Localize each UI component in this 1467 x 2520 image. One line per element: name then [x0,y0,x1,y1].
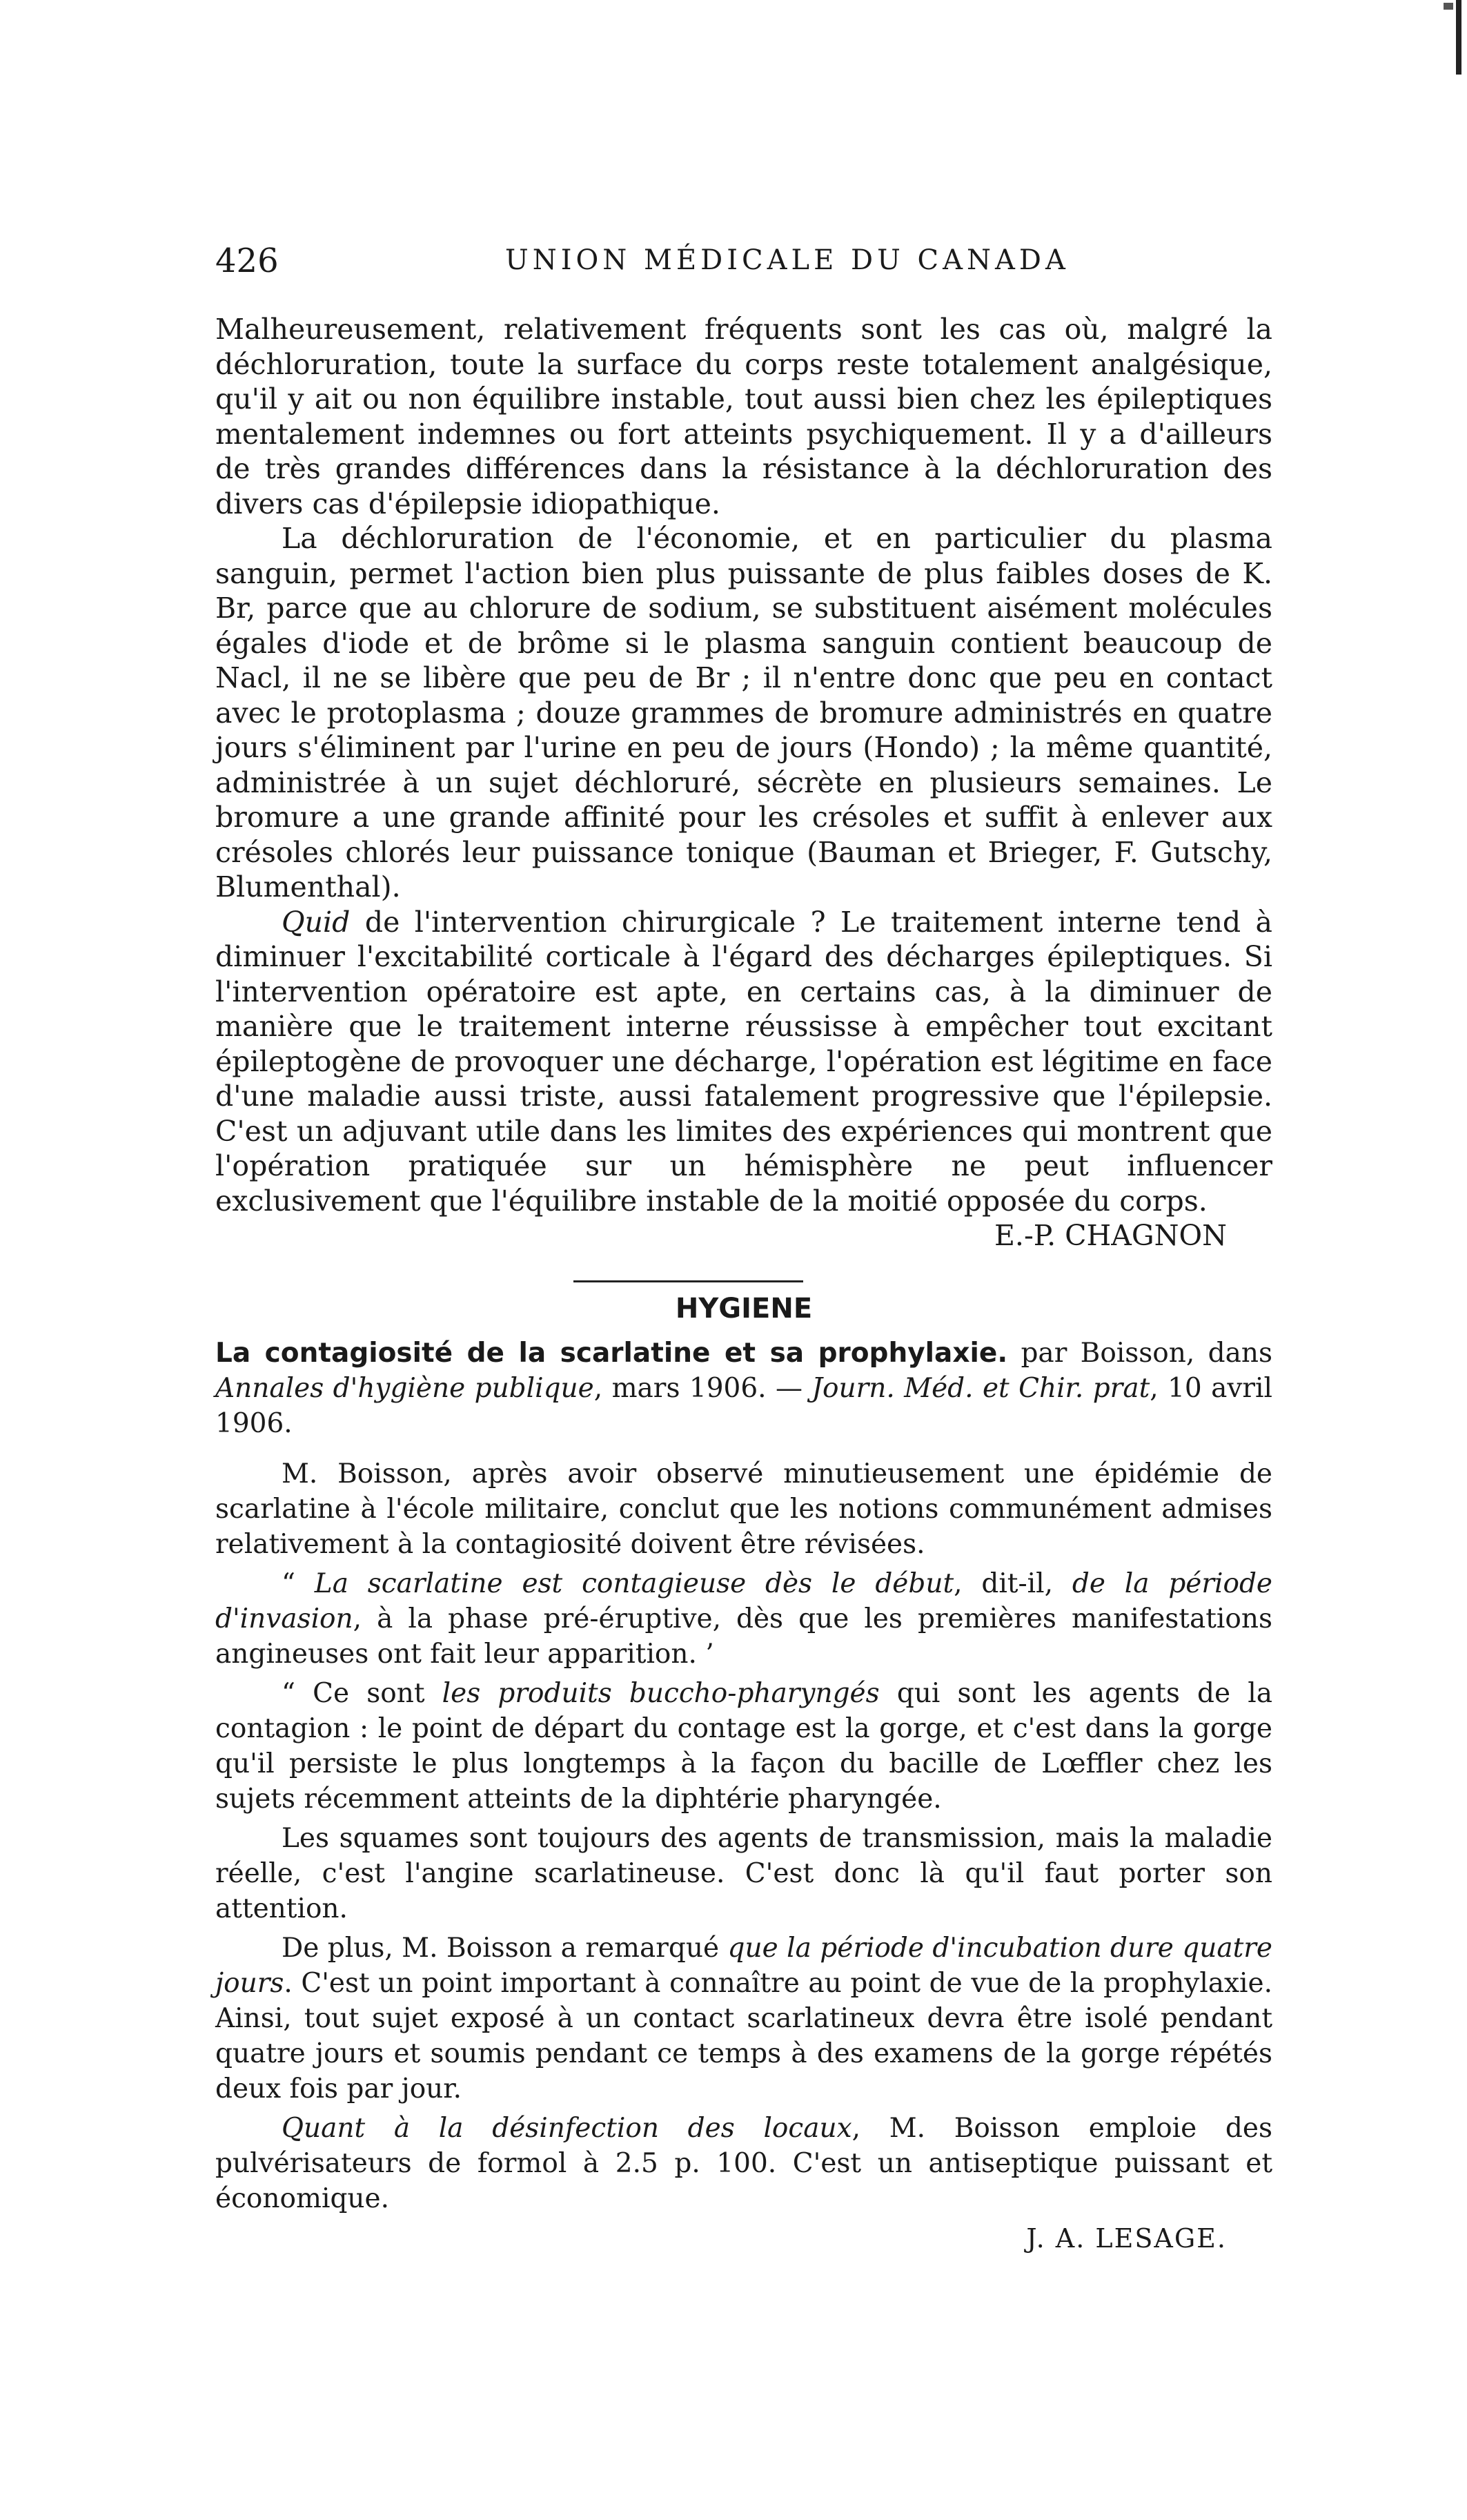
section-title: HYGIENE [675,1293,813,1325]
citation-part-c: , 10 avril 1906. [215,1373,1272,1439]
hygiene-paragraph-4: Les squames sont toujours des agents de transmission, mais la maladie réelle, c'est l'angine scarlatineuse. C'est donc là qu'il faut porter son attention. [215,1823,1272,1924]
paragraph-3-text: de l'intervention chirurgicale ? Le traitement interne tend à diminuer l'excitabilité corticale à l'égard des décharges épileptiques. Si l'intervention opératoire est apte, en certains cas, à la diminuer de manière que le traitement interne réussisse à empêcher tout excitant épileptogène de provoquer une décharge, l'opération est légitime en face d'une maladie aussi triste, aussi fatalement progressive que l'épilepsie. C'est un adjuvant utile dans les limites des expériences qui montrent que l'opération pratiquée sur un hémisphère ne peut influencer exclusivement que l'équilibre instable de la moitié opposée du corps. [215,905,1272,1218]
article-continuation [215,312,1272,1253]
hygiene-italic-5: que la période d'incubation dure quatre jours [215,1933,1273,1999]
hygiene-italic-2: de la période d'invasion [215,1568,1273,1634]
citation-part-b: , mars 1906. — [593,1373,812,1404]
paragraph-2: La déchloruration de l'économie, et en particulier du plasma sanguin, permet l'action bien plus puissante de plus faibles doses de K. Br, parce que au chlorure de sodium, se substituent aisément molécules égales d'iode et de brôme si le plasma sanguin contient beaucoup de Nacl, il ne se libère que peu de Br ; il n'entre donc que peu en contact avec le protoplasma ; douze grammes de bromure administrés en quatre jours s'éliminent par l'urine en peu de jours (Hondo) ; la même quantité, administrée à un sujet déchloruré, sécrète en plusieurs semaines. Le bromure a une grande affinité pour les crésoles et suffit à enlever aux crésoles chlorés leur puissance tonique (Bauman et Brieger, F. Gutschy, Blumenthal). [215,522,1272,904]
hygiene-paragraph-6 [215,2111,1272,2216]
hygiene-italic-3: les produits buccho-pharyngés [442,1678,880,1709]
page-number: 426 [215,242,279,280]
quote-open: “ [282,1568,315,1599]
signature-chagnon: E.-P. CHAGNON [994,1219,1227,1252]
hygiene-text-3: “ Ce sont [282,1678,442,1709]
scan-edge-mark [1380,0,1467,76]
hygiene-text-2: , à la phase pré-éruptive, dès que les premières manifestations angineuses ont fait leur apparition. ’ [215,1603,1272,1670]
hygiene-text-4: qui sont les agents de la contagion : le point de départ du contage est la gorge, et c'est dans la gorge qu'il persiste le plus longtemps à la façon du bacille de Lœffler chez les sujets récemment atteints de la diphtérie pharyngée. [215,1678,1272,1815]
hygiene-paragraph-5 [215,1931,1272,2107]
hygiene-paragraph-3 [215,1676,1272,1817]
hygiene-paragraph-1: M. Boisson, après avoir observé minutieusement une épidémie de scarlatine à l'école militaire, conclut que les notions communément admises relativement à la contagiosité doivent être révisées. [215,1458,1272,1560]
paragraph-1: Malheureusement, relativement fréquents sont les cas où, malgré la déchloruration, toute la surface du corps reste totalement analgésique, qu'il y ait ou non équilibre instable, tout aussi bien chez les épileptiques mentalement indemnes ou fort atteints psychiquement. Il y a d'ailleurs de très grandes différences dans la résistance à la déchloruration des divers cas d'épilepsie idiopathique. [215,313,1272,520]
page-header [215,242,1271,290]
hygiene-article [215,1336,1272,2256]
citation-journal-2: Journ. Méd. et Chir. prat [811,1373,1150,1404]
article-heading [215,1336,1272,1441]
hygiene-text-1: , dit-il, [954,1568,1072,1599]
signature-lesage: J. A. LESAGE. [1026,2223,1227,2254]
paragraph-3 [215,905,1272,1219]
paragraph-3-lead: Quid [282,905,351,939]
article-title: La contagiosité de la scarlatine et sa prophylaxie. [215,1338,1008,1369]
hygiene-text-6: . C'est un point important à connaître au point de vue de la prophylaxie. Ainsi, tout sujet exposé à un contact scarlatineux devra être isolé pendant quatre jours et soumis pendant ce temps à des examens de la gorge répétés deux fois par jour. [215,1968,1272,2104]
hygiene-italic-6: Quant à la désinfection des locaux [282,2113,852,2144]
section-divider [573,1280,803,1282]
running-title: UNION MÉDICALE DU CANADA [505,244,1070,276]
citation-part-a: par Boisson, dans [1007,1338,1272,1369]
citation-journal-1: Annales d'hygiène publique [215,1373,594,1404]
hygiene-text-5: De plus, M. Boisson a remarqué [282,1933,728,1964]
hygiene-text-7: , M. Boisson emploie des pulvérisateurs de formol à 2.5 p. 100. C'est un antiseptique puissant et économique. [215,2113,1272,2214]
hygiene-italic-1: La scarlatine est contagieuse dès le début [314,1568,954,1599]
hygiene-paragraph-2 [215,1566,1272,1672]
